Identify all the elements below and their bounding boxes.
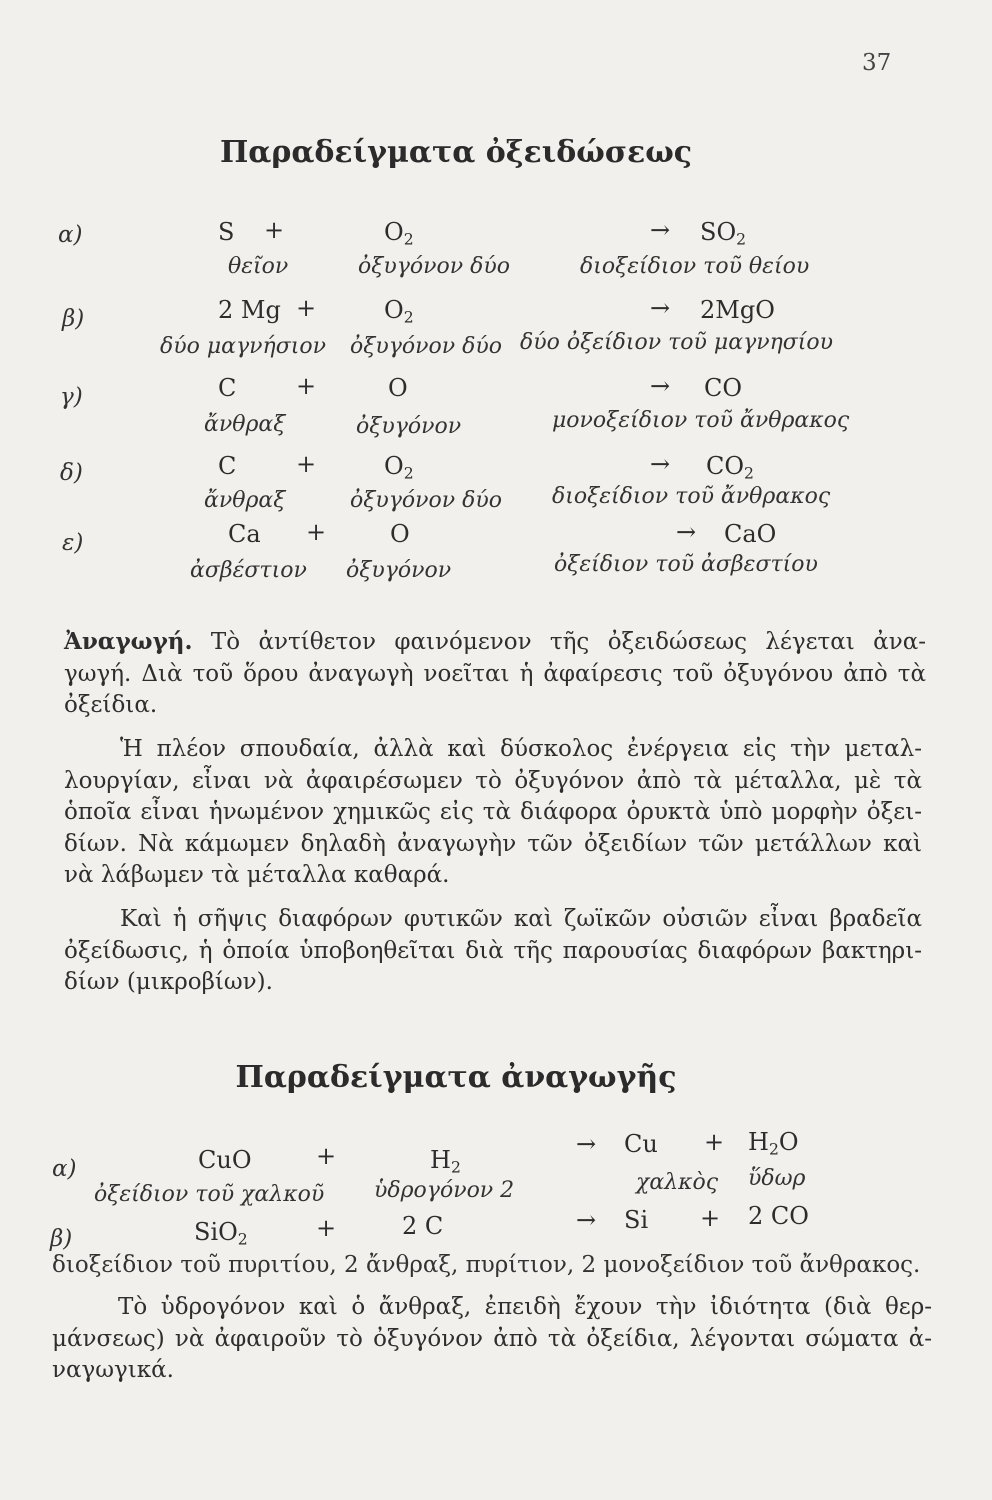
substance-name: δύο ὀξείδιον τοῦ μαγνησίου xyxy=(520,330,834,355)
substance-name: θεῖον xyxy=(228,254,289,279)
text-line: ὀξείδωσις, ἡ ὁποία ὑποβοηθεῖται διὰ τῆς παρουσίας διαφόρων βακτηρι- xyxy=(64,937,922,964)
text-line: γωγή. Διὰ τοῦ ὅρου ἀναγωγὴ νοεῖται ἡ ἀφαίρεσις τοῦ ὀξυγόνου ἀπὸ τὰ xyxy=(64,660,926,687)
reaction-arrow: → xyxy=(576,1130,597,1158)
substance-name: χαλκὸς xyxy=(636,1170,719,1195)
example-label: β) xyxy=(50,1226,73,1252)
reaction-arrow: → xyxy=(676,518,697,546)
text-line: δίων (μικροβίων). xyxy=(64,969,273,995)
reactant-formula: $O_2$ xyxy=(384,452,414,483)
oxidation-heading: Παραδείγματα ὀξειδώσεως xyxy=(219,135,693,170)
reactant-formula: CuO xyxy=(198,1146,252,1174)
term-heading: Ἀναγωγή. xyxy=(64,628,193,655)
reactant-formula: S xyxy=(218,218,235,246)
reactant-formula: C xyxy=(218,452,237,480)
text-line: λουργίαν, εἶναι νὰ ἀφαιρέσωμεν τὸ ὀξυγόνον ἀπὸ τὰ μέταλλα, μὲ τὰ xyxy=(64,767,922,794)
text-line: Ἡ πλέον σπουδαία, ἀλλὰ καὶ δύσκολος ἐνέργεια εἰς τὴν μεταλ- xyxy=(120,736,922,762)
text-line: Ἀναγωγή. Τὸ ἀντίθετον φαινόμενον τῆς ὀξειδώσεως λέγεται ἀνα- xyxy=(64,628,926,655)
reactant-formula: C xyxy=(218,374,237,402)
metallurgy-paragraph xyxy=(64,734,922,892)
substance-name: ὀξυγόνον δύο xyxy=(350,488,502,513)
reactant-formula: $H_2$ xyxy=(430,1146,461,1177)
text-line: ναγωγικά. xyxy=(52,1357,174,1383)
product-formula: $CO_2$ xyxy=(706,452,754,483)
text-line: μάνσεως) νὰ ἀφαιροῦν τὸ ὀξυγόνον ἀπὸ τὰ ὀξείδια, λέγονται σώματα ἀ- xyxy=(52,1325,932,1352)
reactant-formula: $O_2$ xyxy=(384,218,414,249)
text-line: νὰ λάβωμεν τὰ μέταλλα καθαρά. xyxy=(64,862,450,888)
text-line: δίων. Νὰ κάμωμεν δηλαδὴ ἀναγωγὴν τῶν ὀξειδίων τῶν μετάλλων καὶ xyxy=(64,830,922,857)
substance-name: ὀξυγόνον xyxy=(346,558,452,583)
substance-name: ὑδρογόνον 2 xyxy=(374,1178,515,1203)
substance-name: δύο μαγνήσιον xyxy=(160,334,326,359)
substance-name: διοξείδιον τοῦ ἄνθρακος xyxy=(552,484,831,509)
plus-sign: + xyxy=(704,1128,725,1156)
product-formula: Cu xyxy=(624,1130,658,1158)
substance-name: ἄνθραξ xyxy=(204,412,286,437)
substance-name: ὀξυγόνον δύο xyxy=(350,334,502,359)
substance-name: ὕδωρ xyxy=(748,1166,806,1191)
product-formula: Si xyxy=(624,1206,649,1234)
reactant-formula: SiO$_2$ xyxy=(194,1218,248,1249)
product-formula: 2MgO xyxy=(700,296,775,324)
text-line: Τὸ ὑδρογόνον καὶ ὁ ἄνθραξ, ἐπειδὴ ἔχουν τὴν ἰδιότητα (διὰ θερ- xyxy=(118,1294,932,1320)
reactant-formula: $O_2$ xyxy=(384,296,414,327)
reactant-formula: O xyxy=(388,374,408,402)
plus-sign: + xyxy=(306,518,327,546)
plus-sign: + xyxy=(296,294,317,322)
product-formula: $SO_2$ xyxy=(700,218,747,249)
reaction-arrow: → xyxy=(650,294,671,322)
product-formula: CaO xyxy=(724,520,777,548)
example-label: α) xyxy=(58,222,83,248)
product-formula: 2 CO xyxy=(748,1202,809,1230)
reaction-arrow: → xyxy=(650,372,671,400)
text-line: ὀξείδια. xyxy=(64,692,158,718)
text-line: ὁποῖα εἶναι ἡνωμένον χημικῶς εἰς τὰ διάφορα ὀρυκτὰ ὑπὸ μορφὴν ὀξει- xyxy=(64,799,922,825)
reactant-formula: Ca xyxy=(228,520,261,548)
reaction-arrow: → xyxy=(576,1206,597,1234)
substance-name: μονοξείδιον τοῦ ἄνθρακος xyxy=(552,408,850,433)
plus-sign: + xyxy=(700,1204,721,1232)
reaction-arrow: → xyxy=(650,450,671,478)
reduction-definition xyxy=(64,626,926,722)
reaction-arrow: → xyxy=(650,216,671,244)
substance-name: διοξείδιον τοῦ θείου xyxy=(580,254,810,279)
substance-name: ὀξυγόνον xyxy=(356,414,462,439)
example-label: δ) xyxy=(60,460,83,486)
reduction-heading: Παραδείγματα ἀναγωγῆς xyxy=(235,1060,677,1095)
reactant-formula: 2 Mg xyxy=(218,296,281,324)
plus-sign: + xyxy=(316,1214,337,1242)
plus-sign: + xyxy=(296,372,317,400)
product-formula: $H_2O$ xyxy=(748,1128,799,1159)
text-line: Καὶ ἡ σῆψις διαφόρων φυτικῶν καὶ ζωϊκῶν οὐσιῶν εἶναι βραδεῖα xyxy=(120,906,922,932)
example-label: ε) xyxy=(62,530,84,556)
closing-paragraph xyxy=(52,1292,932,1387)
substance-name: ἄνθραξ xyxy=(204,488,286,513)
example-label: α) xyxy=(52,1156,77,1182)
reactant-formula: O xyxy=(390,520,410,548)
substance-names-line: διοξείδιον τοῦ πυριτίου, 2 ἄνθραξ, πυρίτιον, 2 μονοξείδιον τοῦ ἄνθρακος. xyxy=(52,1252,921,1278)
page-number: 37 xyxy=(862,50,892,76)
substance-name: ἀσβέστιον xyxy=(190,558,307,583)
reactant-formula: 2 C xyxy=(402,1212,444,1240)
plus-sign: + xyxy=(316,1142,337,1170)
substance-name: ὀξείδιον τοῦ χαλκοῦ xyxy=(94,1182,325,1207)
substance-name: ὀξυγόνον δύο xyxy=(358,254,510,279)
example-label: β) xyxy=(62,306,85,332)
substance-name: ὀξείδιον τοῦ ἀσβεστίου xyxy=(554,552,818,577)
product-formula: CO xyxy=(704,374,743,402)
example-label: γ) xyxy=(60,384,83,410)
decay-paragraph xyxy=(64,904,922,999)
plus-sign: + xyxy=(264,216,285,244)
plus-sign: + xyxy=(296,450,317,478)
